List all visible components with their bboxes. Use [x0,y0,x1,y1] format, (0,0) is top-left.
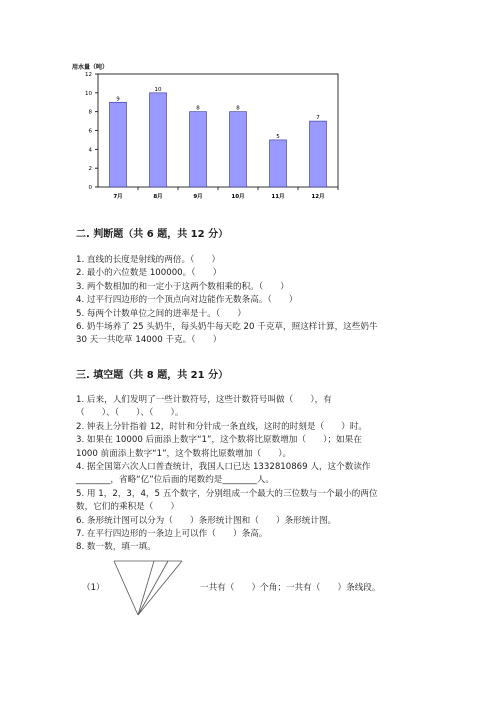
bar-data-label: 5 [276,133,280,140]
fill-items [76,394,476,555]
judgment-line: 4. 过平行四边形的一个顶点向对边能作无数条高。（ ） [76,295,298,306]
bar-data-label: 10 [154,86,162,93]
judgment-line: 6. 奶牛场养了 25 头奶牛，每头奶牛每天吃 20 千克草，照这样计算，这些奶牛 [76,322,378,333]
fill-line: 2. 钟表上分针指着 12，时针和分针成一条直线，这时的时刻是（ ）时。 [76,421,368,432]
y-tick-label: 10 [85,90,92,97]
fill-line: 数，它们的乘积是（ ） [76,502,180,513]
judgment-line: 30 天一共吃草 14000 千克。（ ） [76,335,222,346]
judgment-line: 1. 直线的长度是射线的两倍。（ ） [76,255,221,265]
fill-line: （ ）、（ ）、（ ）。 [76,408,184,419]
judgment-heading: 二. 判断题（共 6 题，共 12 分） [76,229,229,240]
fill-line: 7. 在平行四边形的一条边上可以作（ ）条高。 [76,529,268,540]
fill-line: 3. 如果在 10000 后面添上数字“1”，这个数将比原数增加（ ）；如果在 [76,435,362,446]
fill-line: 5. 用 1，2，3，4，5 五个数字，分别组成一个最大的三位数与一个最小的两位 [76,488,378,499]
y-tick-label: 0 [88,185,92,191]
judgment-items [76,254,476,348]
x-category-label: 8月 [153,194,163,200]
bar [230,112,247,187]
figure-label: （1） [82,583,105,593]
x-category-label: 11月 [271,194,285,200]
plot-area [98,74,338,187]
geometry-figure [82,559,462,619]
judgment-line: 5. 每两个计数单位之间的进率是十。（ ） [76,308,246,319]
bar-data-label: 7 [316,115,320,122]
y-tick-label: 12 [85,72,92,78]
bar [190,112,207,187]
bar-data-label: 8 [196,105,200,112]
y-tick-label: 4 [88,147,92,154]
judgment-line: 3. 两个数相加的和一定小于这两个数相乘的积。（ ） [76,281,289,292]
fill-line: 1. 后来，人们发明了一些计数符号，这些计数符号叫做（ ），有 [76,395,332,405]
bar-data-label: 8 [236,105,240,112]
x-category-label: 7月 [113,194,123,200]
bar-data-label: 9 [116,96,120,103]
fill-heading: 三. 填空题（共 8 题，共 21 分） [76,370,229,381]
y-axis-title: 用水量（吨） [72,64,109,71]
water-usage-bar-chart [58,58,348,208]
y-tick-label: 6 [88,128,92,135]
bar [310,121,327,187]
x-category-label: 10月 [231,194,245,200]
fill-line: ________，省略“亿”位后面的尾数约是________人。 [76,475,274,486]
bar [270,140,287,187]
bar [110,102,127,187]
fill-line: 1000 前面添上数字“1”，这个数将比原数增加（ ）。 [76,448,292,459]
figure-question: 一共有（ ）个角；一共有（ ）条线段。 [200,583,381,593]
judgment-line: 2. 最小的六位数是 100000。（ ） [76,268,222,279]
y-tick-label: 2 [88,166,92,173]
angle-triangle-figure [112,559,192,619]
y-tick-label: 8 [88,109,92,116]
fill-line: 6. 条形统计图可以分为（ ）条形统计图和（ ）条形统计图。 [76,515,337,526]
judgment-section [76,228,476,348]
fill-section [76,369,476,555]
x-category-label: 9月 [193,194,203,200]
bar [150,93,167,187]
fill-line: 8. 数一数，填一填。 [76,542,156,553]
fill-line: 4. 据全国第六次人口普查统计，我国人口已达 1332810869 人，这个数读作 [76,462,371,473]
x-category-label: 12月 [311,194,325,200]
